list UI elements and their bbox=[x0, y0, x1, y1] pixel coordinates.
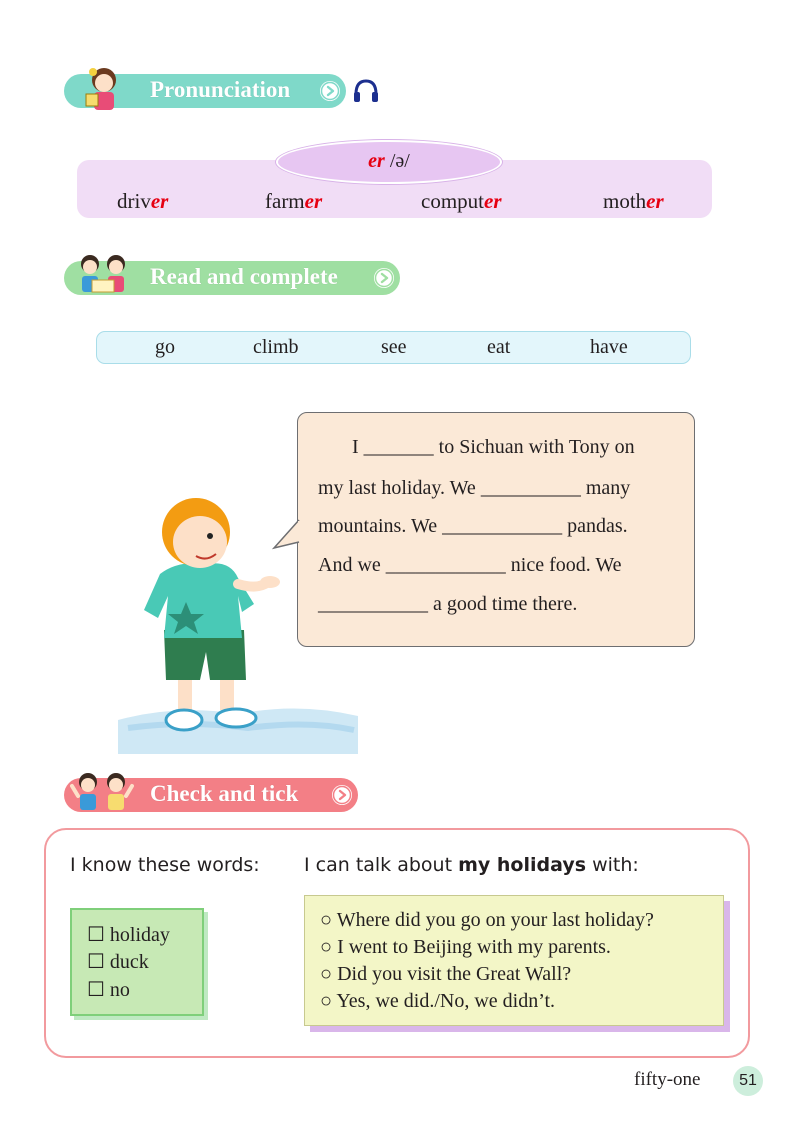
tick-word-holiday[interactable]: ☐ holiday bbox=[87, 924, 170, 946]
tick-sentence-2[interactable]: ○ I went to Beijing with my parents. bbox=[320, 936, 611, 958]
word-computer: computer bbox=[421, 189, 502, 213]
story-line-3: mountains. We ____________ pandas. bbox=[318, 515, 628, 537]
play-arrow-icon[interactable] bbox=[332, 785, 352, 805]
bank-word-have: have bbox=[590, 336, 628, 358]
page-number-badge: 51 bbox=[733, 1066, 763, 1096]
story-line-5: ___________ a good time there. bbox=[318, 593, 578, 615]
bank-word-see: see bbox=[381, 336, 407, 358]
girl-reading-icon bbox=[80, 62, 132, 117]
talk-heading: I can talk about my holidays with: bbox=[304, 854, 639, 876]
page-number-words: fifty-one bbox=[634, 1069, 701, 1090]
play-arrow-icon[interactable] bbox=[320, 81, 340, 101]
story-line-2: my last holiday. We __________ many bbox=[318, 477, 631, 499]
sound-oval bbox=[276, 140, 502, 184]
tick-sentence-1[interactable]: ○ Where did you go on your last holiday? bbox=[320, 909, 654, 931]
speech-bubble-tail bbox=[272, 518, 302, 559]
story-line-4: And we ____________ nice food. We bbox=[318, 554, 622, 576]
word-farmer: farmer bbox=[265, 189, 323, 213]
word-mother: mother bbox=[603, 189, 664, 213]
read-complete-title: Read and complete bbox=[150, 264, 338, 289]
tick-sentence-3[interactable]: ○ Did you visit the Great Wall? bbox=[320, 963, 572, 985]
two-kids-reading-icon bbox=[74, 252, 132, 301]
tick-word-no[interactable]: ☐ no bbox=[87, 979, 130, 1001]
words-heading: I know these words: bbox=[70, 854, 260, 876]
headphones-icon[interactable] bbox=[352, 78, 380, 109]
bank-word-go: go bbox=[155, 336, 175, 358]
sound-label: er /ə/ bbox=[368, 150, 410, 172]
check-tick-title: Check and tick bbox=[150, 781, 299, 806]
story-line-1: I _______ to Sichuan with Tony on bbox=[352, 436, 635, 458]
bank-word-climb: climb bbox=[253, 336, 299, 358]
two-kids-waving-icon bbox=[70, 770, 134, 819]
word-driver: driver bbox=[117, 189, 169, 213]
pronunciation-title: Pronunciation bbox=[150, 77, 291, 102]
bank-word-eat: eat bbox=[487, 336, 511, 358]
tick-sentence-4[interactable]: ○ Yes, we did./No, we didn’t. bbox=[320, 990, 556, 1012]
tick-word-duck[interactable]: ☐ duck bbox=[87, 951, 149, 973]
play-arrow-icon[interactable] bbox=[374, 268, 394, 288]
